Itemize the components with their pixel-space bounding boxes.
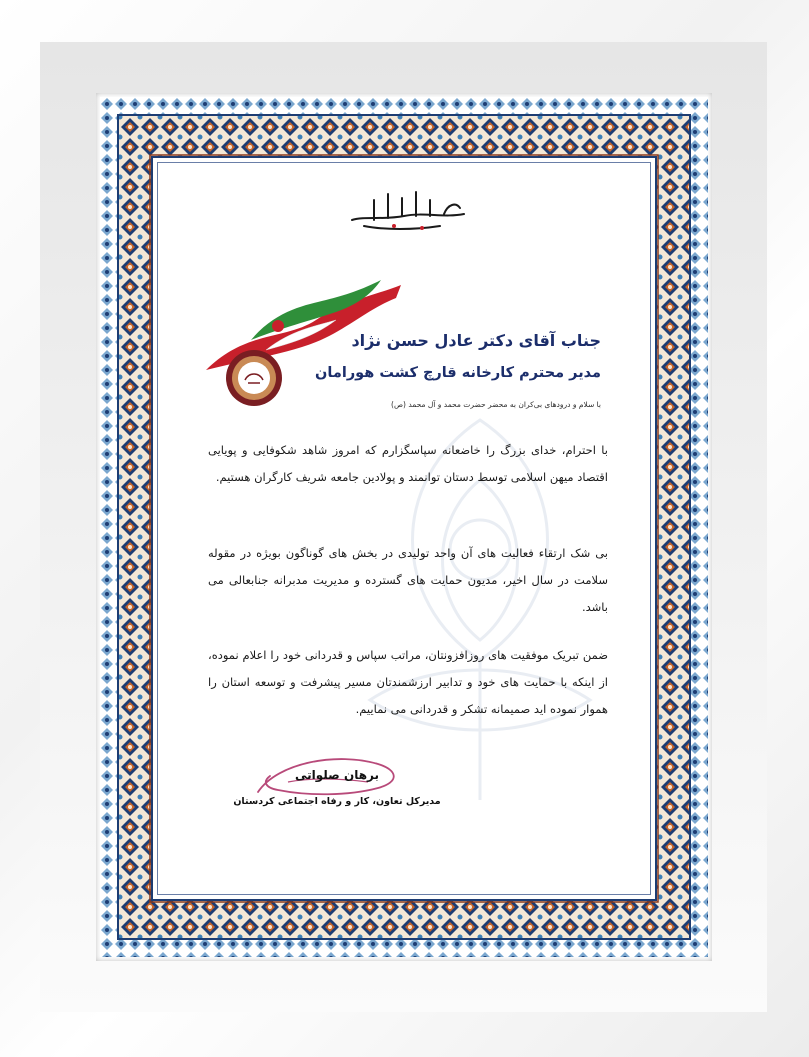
signer-title: مدیرکل تعاون، کار و رفاه اجتماعی کردستان — [233, 796, 441, 807]
recipient-title: مدیر محترم کارخانه قارچ کشت هورامان — [315, 365, 601, 381]
signer-name: برهان صلواتی — [295, 768, 379, 782]
salutation-line: با سلام و درودهای بی‌کران به محضر حضرت محمد و آل محمد (ص) — [391, 400, 601, 409]
body-paragraph-2: بی شک ارتقاء فعالیت های آن واحد تولیدی در بخش های گوناگون بویژه در مقوله سلامت در سال اخیر، مدیون حمایت های گسترده و مدیریت مدبرانه جنابعالی می باشد. — [208, 546, 608, 614]
calligraphy-icon — [344, 186, 472, 234]
recipient-name: جناب آقای دکتر عادل حسن نژاد — [351, 331, 601, 350]
body-paragraph-3: ضمن تبریک موفقیت های روزافزونتان، مراتب سپاس و قدردانی خود را اعلام نموده، از اینکه با حمایت های خود و تدابیر ارزشمندتان مسیر پیشرفت و توسعه استان را هموار نموده اید صمیمانه تشکر و قدردانی می نماییم. — [208, 648, 608, 716]
body-paragraph-1: با احترام، خدای بزرگ را خاضعانه سپاسگزارم که امروز شاهد شکوفایی و پویایی اقتصاد میهن اسلامی توسط دستان توانمند و پولادین جامعه شریف کارگران هستیم. — [208, 443, 608, 484]
